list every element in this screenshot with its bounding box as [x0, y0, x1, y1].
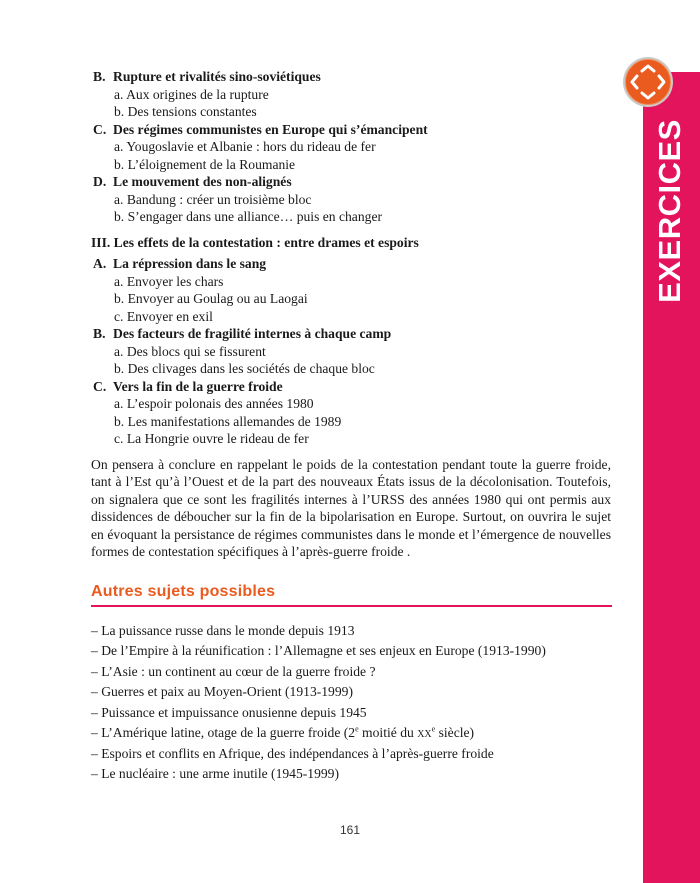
page-number: 161 [339, 823, 361, 837]
section-letter: C. [93, 121, 107, 137]
section-title: Rupture et rivalités sino-soviétiques [113, 69, 321, 84]
section-heading [91, 68, 611, 86]
superscript: e [431, 724, 436, 734]
list-item: – Guerres et paix au Moyen-Orient (1913-1999) [91, 684, 353, 700]
section-title: Des facteurs de fragilité internes à chaque camp [113, 326, 392, 341]
list-item: – La puissance russe dans le monde depuis 1913 [91, 623, 355, 639]
section-letter: B. [93, 326, 106, 341]
list-item: – Puissance et impuissance onusienne depuis 1945 [91, 704, 367, 720]
section-heading [91, 378, 611, 396]
outline-part-three [91, 255, 611, 448]
section-title: La répression dans le sang [113, 256, 267, 271]
section-heading [91, 173, 611, 191]
subsection-item: a. Aux origines de la rupture [114, 86, 269, 102]
other-subjects-list [91, 621, 611, 784]
subsection-item: a. Envoyer les chars [114, 273, 224, 289]
other-subjects-heading: Autres sujets possibles [91, 583, 276, 601]
item-text: moitié du [358, 725, 418, 741]
subsection-item: a. L’espoir polonais des années 1980 [114, 396, 314, 411]
subsection-item: b. L’éloignement de la Roumanie [114, 156, 296, 172]
section-heading [91, 121, 611, 139]
list-item: – De l’Empire à la réunification : l’Allemagne et ses enjeux en Europe (1913-1990) [91, 643, 546, 659]
section-title: Vers la fin de la guerre froide [113, 378, 283, 394]
item-text: siècle) [435, 725, 475, 741]
subsection-item: c. Envoyer en exil [114, 308, 213, 324]
conclusion-paragraph: On pensera à conclure en rappelant le poids de la contestation pendant toute la guerre froide, tant à l’Est qu’à l’Ouest et de la part des nouveaux États issus de la décolonisation. Toutefois, on signalera que ce sont les fragilités internes à l’URSS des années 1980 qui ont permis aux dissidences de déboucher sur la fin de la bipolarisation en Europe. Surtout, on ouvrira le sujet en évoquant la persistance de régimes communistes dans le monde et l’émergence de nouvelles formes de contestation spécifiques à l’après-guerre froide . [91, 456, 611, 560]
section-title: Des régimes communistes en Europe qui s’émancipent [113, 121, 428, 137]
navigation-arrows-icon[interactable] [622, 56, 674, 108]
section-letter: A. [93, 256, 107, 271]
subsection-item: b. Des tensions constantes [114, 104, 257, 119]
part-three-title: III. Les effets de la contestation : entre drames et espoirs [91, 234, 419, 250]
list-item: – Espoirs et conflits en Afrique, des indépendances à l’après-guerre froide [91, 745, 494, 761]
list-item: – L’Asie : un continent au cœur de la guerre froide ? [91, 663, 376, 679]
list-item [91, 723, 611, 743]
subsection-item: a. Bandung : créer un troisième bloc [114, 191, 312, 207]
section-title: Le mouvement des non-alignés [113, 174, 292, 189]
sidebar-label-text: EXERCICES [652, 119, 688, 303]
subsection-item: b. Envoyer au Goulag ou au Laogai [114, 291, 308, 306]
subsection-item: a. Yougoslavie et Albanie : hors du rideau de fer [114, 139, 376, 154]
section-heading [91, 255, 611, 273]
section-letter: C. [93, 378, 107, 394]
subsection-item: c. La Hongrie ouvre le rideau de fer [114, 431, 309, 446]
heading-rule [91, 605, 612, 607]
section-letter: B. [93, 69, 106, 84]
list-item: – Le nucléaire : une arme inutile (1945-1999) [91, 765, 339, 781]
item-text: – L’Amérique latine, otage de la guerre froide (2 [91, 725, 356, 741]
subsection-item: a. Des blocs qui se fissurent [114, 343, 266, 359]
superscript: e [355, 724, 359, 734]
sidebar-label [644, 119, 696, 303]
section-heading [91, 325, 611, 343]
section-letter: D. [93, 174, 107, 189]
subsection-item: b. Des clivages dans les sociétés de chaque bloc [114, 361, 375, 376]
subsection-item: b. Les manifestations allemandes de 1989 [114, 413, 342, 429]
subsection-item: b. S’engager dans une alliance… puis en changer [114, 209, 382, 224]
page-content [91, 68, 611, 784]
outline-top [91, 68, 611, 226]
century-numeral: xx [417, 725, 432, 741]
